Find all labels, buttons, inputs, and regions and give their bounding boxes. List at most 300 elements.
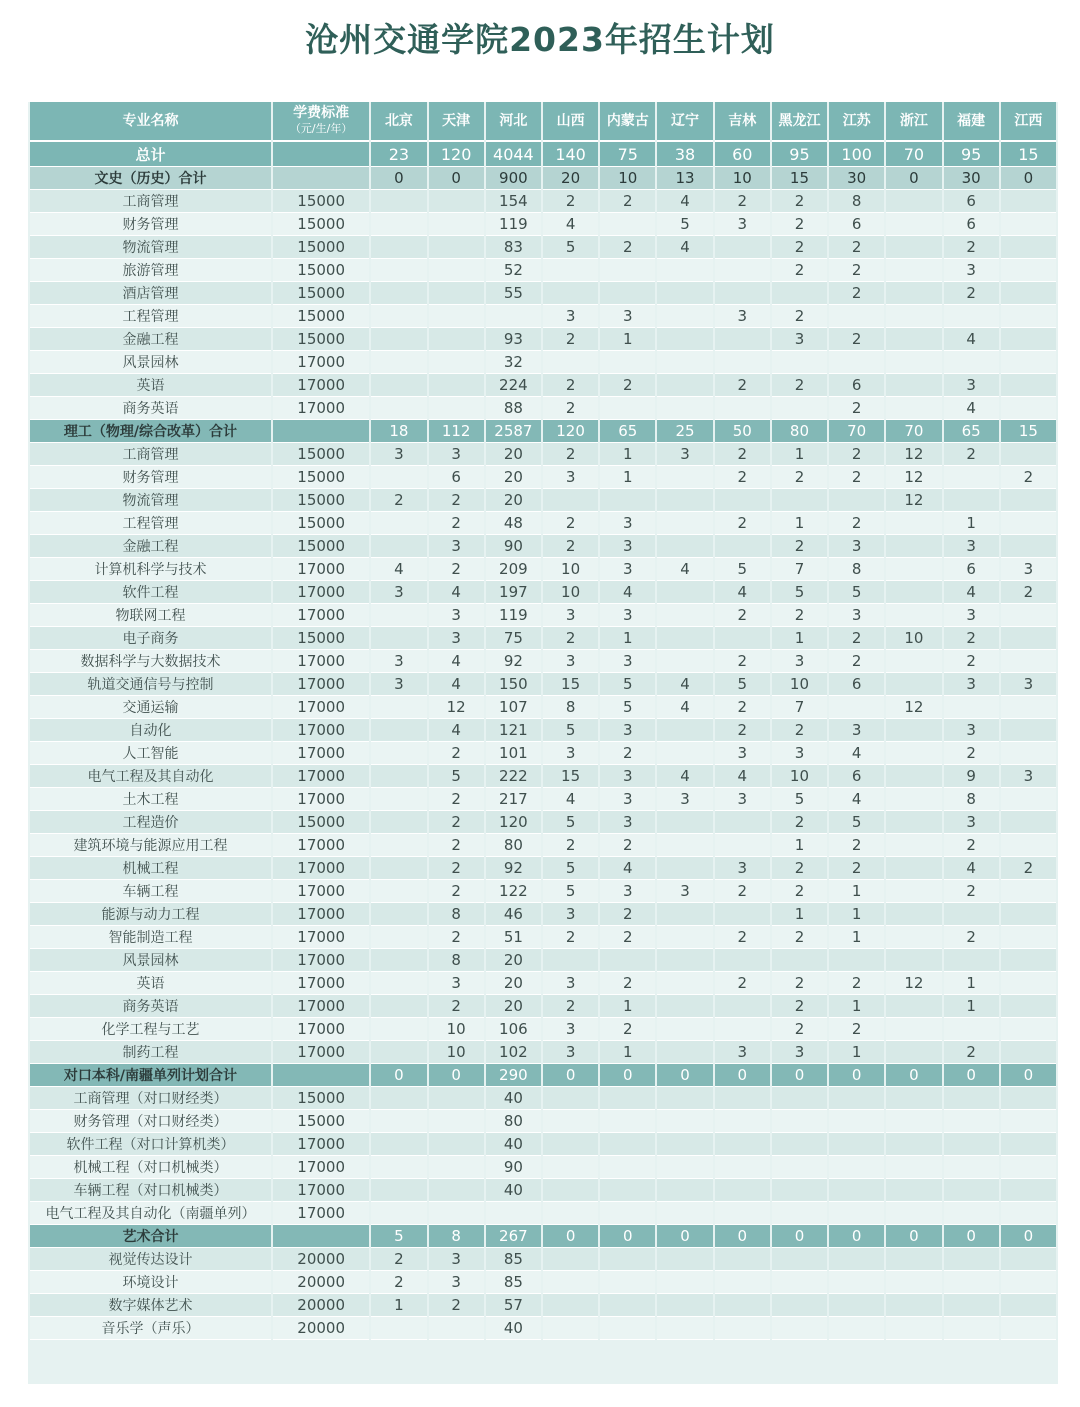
quota-cell: 3 (600, 765, 655, 788)
quota-cell: 2 (944, 650, 999, 673)
quota-cell (1001, 949, 1056, 972)
table-header (30, 102, 1056, 142)
quota-cell: 107 (486, 696, 541, 719)
quota-cell (371, 1018, 426, 1041)
table-row (30, 765, 1056, 788)
major-name-cell: 数字媒体艺术 (30, 1294, 271, 1317)
fee-cell: 17000 (273, 1156, 369, 1179)
quota-cell: 2 (429, 995, 484, 1018)
fee-cell: 17000 (273, 650, 369, 673)
quota-cell (543, 489, 598, 512)
quota-cell: 140 (543, 142, 598, 167)
quota-cell: 3 (600, 788, 655, 811)
fee-cell: 15000 (273, 190, 369, 213)
fee-cell: 20000 (273, 1271, 369, 1294)
quota-cell: 2587 (486, 420, 541, 443)
fee-cell: 15000 (273, 305, 369, 328)
quota-cell (886, 1133, 941, 1156)
quota-cell: 3 (600, 535, 655, 558)
quota-cell (944, 1202, 999, 1225)
quota-cell (829, 1317, 884, 1340)
quota-cell (371, 1156, 426, 1179)
quota-cell: 4 (600, 857, 655, 880)
quota-cell: 3 (429, 972, 484, 995)
fee-cell: 15000 (273, 1087, 369, 1110)
quota-cell (657, 857, 712, 880)
fee-cell: 17000 (273, 1041, 369, 1064)
quota-cell: 2 (944, 1041, 999, 1064)
fee-cell: 17000 (273, 673, 369, 696)
quota-cell (1001, 604, 1056, 627)
quota-cell: 2 (772, 811, 827, 834)
quota-cell: 3 (829, 535, 884, 558)
quota-cell: 3 (829, 604, 884, 627)
quota-cell: 1 (944, 995, 999, 1018)
quota-cell (886, 535, 941, 558)
fee-cell: 17000 (273, 1018, 369, 1041)
quota-cell (371, 328, 426, 351)
quota-cell: 2 (543, 834, 598, 857)
major-name-cell: 化学工程与工艺 (30, 1018, 271, 1041)
quota-cell: 2 (772, 374, 827, 397)
quota-cell: 20 (486, 949, 541, 972)
quota-cell (543, 1202, 598, 1225)
major-name-cell: 风景园林 (30, 351, 271, 374)
quota-cell (715, 811, 770, 834)
quota-cell (715, 259, 770, 282)
quota-cell (371, 259, 426, 282)
quota-cell: 92 (486, 857, 541, 880)
major-name-cell: 工程管理 (30, 305, 271, 328)
quota-cell (886, 949, 941, 972)
major-name-cell: 金融工程 (30, 535, 271, 558)
table-row (30, 1041, 1056, 1064)
table-row (30, 972, 1056, 995)
quota-cell: 121 (486, 719, 541, 742)
quota-cell: 0 (1001, 1225, 1056, 1248)
quota-cell: 90 (486, 535, 541, 558)
quota-cell: 6 (829, 673, 884, 696)
quota-cell (657, 972, 712, 995)
quota-cell: 2 (772, 972, 827, 995)
quota-cell (944, 351, 999, 374)
header-province: 河北 (486, 102, 541, 142)
quota-cell: 2 (829, 627, 884, 650)
quota-cell (715, 535, 770, 558)
quota-cell (829, 1271, 884, 1294)
quota-cell: 0 (429, 1064, 484, 1087)
quota-cell: 5 (543, 719, 598, 742)
quota-cell: 51 (486, 926, 541, 949)
quota-cell: 1 (829, 1041, 884, 1064)
quota-cell: 90 (486, 1156, 541, 1179)
quota-cell (657, 1018, 712, 1041)
table-row (30, 305, 1056, 328)
quota-cell: 3 (371, 650, 426, 673)
subtotal-row (30, 1064, 1056, 1087)
quota-cell (944, 1018, 999, 1041)
fee-cell: 17000 (273, 903, 369, 926)
quota-cell: 2 (772, 857, 827, 880)
quota-cell (657, 1179, 712, 1202)
quota-cell (543, 282, 598, 305)
quota-cell: 0 (657, 1225, 712, 1248)
quota-cell (371, 811, 426, 834)
quota-cell (657, 742, 712, 765)
quota-cell: 102 (486, 1041, 541, 1064)
header-province: 山西 (543, 102, 598, 142)
quota-cell (944, 1317, 999, 1340)
quota-cell (1001, 696, 1056, 719)
quota-cell: 2 (944, 742, 999, 765)
table-row (30, 236, 1056, 259)
major-name-cell: 工程管理 (30, 512, 271, 535)
table-row (30, 834, 1056, 857)
quota-cell (886, 857, 941, 880)
quota-cell: 4 (944, 581, 999, 604)
quota-cell (1001, 880, 1056, 903)
quota-cell: 2 (829, 1018, 884, 1041)
fee-cell: 15000 (273, 282, 369, 305)
quota-cell: 101 (486, 742, 541, 765)
quota-cell: 2 (715, 443, 770, 466)
quota-cell: 55 (486, 282, 541, 305)
quota-cell (371, 512, 426, 535)
quota-cell: 8 (429, 903, 484, 926)
table-row (30, 880, 1056, 903)
quota-cell (657, 1202, 712, 1225)
table-row (30, 1317, 1056, 1340)
quota-cell: 1 (829, 880, 884, 903)
quota-cell (944, 489, 999, 512)
quota-cell: 6 (944, 190, 999, 213)
quota-cell (600, 213, 655, 236)
quota-cell (1001, 1179, 1056, 1202)
quota-cell (657, 1294, 712, 1317)
quota-cell: 15 (543, 673, 598, 696)
quota-cell: 10 (715, 167, 770, 190)
quota-cell: 2 (829, 972, 884, 995)
quota-cell: 217 (486, 788, 541, 811)
header-fee-unit: （元/生/年） (289, 122, 353, 135)
quota-cell: 6 (829, 765, 884, 788)
quota-cell (772, 949, 827, 972)
header-province: 北京 (371, 102, 426, 142)
quota-cell (772, 351, 827, 374)
quota-cell: 0 (543, 1064, 598, 1087)
table-row (30, 1133, 1056, 1156)
quota-cell: 40 (486, 1087, 541, 1110)
quota-cell (657, 1087, 712, 1110)
quota-cell (886, 1179, 941, 1202)
quota-cell: 2 (600, 190, 655, 213)
quota-cell: 12 (886, 466, 941, 489)
quota-cell: 2 (772, 1018, 827, 1041)
quota-cell (657, 811, 712, 834)
quota-cell: 32 (486, 351, 541, 374)
quota-cell: 5 (600, 696, 655, 719)
quota-cell (657, 1156, 712, 1179)
table-row (30, 1202, 1056, 1225)
fee-cell (273, 167, 369, 190)
quota-cell (429, 1087, 484, 1110)
quota-cell: 3 (944, 259, 999, 282)
quota-cell: 0 (429, 167, 484, 190)
quota-cell: 2 (715, 190, 770, 213)
quota-cell (1001, 719, 1056, 742)
quota-cell (600, 1087, 655, 1110)
quota-cell: 20 (543, 167, 598, 190)
quota-cell: 900 (486, 167, 541, 190)
quota-cell: 12 (886, 972, 941, 995)
quota-cell: 3 (944, 673, 999, 696)
quota-cell (657, 259, 712, 282)
quota-cell (886, 558, 941, 581)
quota-cell: 10 (886, 627, 941, 650)
quota-cell: 80 (486, 834, 541, 857)
quota-cell (715, 1179, 770, 1202)
quota-cell (886, 512, 941, 535)
quota-cell (600, 351, 655, 374)
quota-cell: 4 (944, 857, 999, 880)
quota-cell: 3 (543, 1041, 598, 1064)
quota-cell: 93 (486, 328, 541, 351)
major-name-cell: 计算机科学与技术 (30, 558, 271, 581)
quota-cell: 60 (715, 142, 770, 167)
quota-cell: 0 (944, 1225, 999, 1248)
quota-cell (1001, 443, 1056, 466)
quota-cell (1001, 190, 1056, 213)
quota-cell: 3 (371, 673, 426, 696)
major-name-cell: 人工智能 (30, 742, 271, 765)
fee-cell: 20000 (273, 1248, 369, 1271)
quota-cell: 2 (543, 926, 598, 949)
table-row (30, 558, 1056, 581)
quota-cell (886, 1087, 941, 1110)
quota-cell: 3 (371, 581, 426, 604)
fee-cell: 15000 (273, 1110, 369, 1133)
quota-cell: 50 (715, 420, 770, 443)
quota-cell: 5 (543, 236, 598, 259)
fee-cell (273, 1225, 369, 1248)
quota-cell: 2 (772, 880, 827, 903)
quota-cell: 2 (543, 190, 598, 213)
quota-cell (1001, 397, 1056, 420)
quota-cell (715, 328, 770, 351)
quota-cell (657, 926, 712, 949)
quota-cell: 4 (657, 558, 712, 581)
quota-cell (829, 1294, 884, 1317)
table-row (30, 351, 1056, 374)
quota-cell: 3 (543, 466, 598, 489)
quota-cell: 1 (600, 328, 655, 351)
table-row (30, 650, 1056, 673)
quota-cell (886, 719, 941, 742)
quota-cell: 40 (486, 1317, 541, 1340)
quota-cell: 95 (772, 142, 827, 167)
quota-cell: 3 (1001, 673, 1056, 696)
quota-cell (543, 351, 598, 374)
major-name-cell: 物流管理 (30, 489, 271, 512)
major-name-cell: 音乐学（声乐） (30, 1317, 271, 1340)
quota-cell: 4 (829, 742, 884, 765)
quota-cell (1001, 1248, 1056, 1271)
quota-cell: 3 (657, 788, 712, 811)
table-row (30, 328, 1056, 351)
table-row (30, 1018, 1056, 1041)
quota-cell: 3 (543, 742, 598, 765)
quota-cell: 30 (829, 167, 884, 190)
quota-cell (371, 696, 426, 719)
quota-cell: 6 (429, 466, 484, 489)
major-name-cell: 旅游管理 (30, 259, 271, 282)
major-name-cell: 工程造价 (30, 811, 271, 834)
major-name-cell: 物流管理 (30, 236, 271, 259)
quota-cell (371, 351, 426, 374)
quota-cell (886, 259, 941, 282)
quota-cell (600, 259, 655, 282)
quota-cell: 0 (944, 1064, 999, 1087)
major-name-cell: 理工（物理/综合改革）合计 (30, 420, 271, 443)
quota-cell: 6 (829, 213, 884, 236)
quota-cell: 0 (657, 1064, 712, 1087)
fee-cell: 17000 (273, 558, 369, 581)
quota-cell (944, 1087, 999, 1110)
quota-cell: 2 (429, 512, 484, 535)
quota-cell: 2 (715, 972, 770, 995)
header-fee (273, 102, 369, 142)
quota-cell: 3 (715, 213, 770, 236)
quota-cell: 20 (486, 972, 541, 995)
quota-cell (772, 1317, 827, 1340)
quota-cell: 3 (371, 443, 426, 466)
quota-cell (543, 1271, 598, 1294)
quota-cell: 2 (715, 650, 770, 673)
quota-cell (715, 1018, 770, 1041)
quota-cell (1001, 788, 1056, 811)
quota-cell (1001, 213, 1056, 236)
quota-cell: 3 (429, 443, 484, 466)
major-name-cell: 能源与动力工程 (30, 903, 271, 926)
quota-cell: 18 (371, 420, 426, 443)
quota-cell (944, 696, 999, 719)
quota-cell (772, 1133, 827, 1156)
quota-cell (371, 397, 426, 420)
quota-cell (715, 1110, 770, 1133)
quota-cell (1001, 1156, 1056, 1179)
quota-cell: 8 (429, 949, 484, 972)
fee-cell: 17000 (273, 949, 369, 972)
quota-cell: 3 (600, 880, 655, 903)
quota-cell: 30 (944, 167, 999, 190)
quota-cell (371, 374, 426, 397)
quota-cell (1001, 305, 1056, 328)
header-major-name: 专业名称 (30, 102, 271, 142)
quota-cell: 10 (543, 558, 598, 581)
quota-cell: 4 (600, 581, 655, 604)
fee-cell: 17000 (273, 972, 369, 995)
quota-cell: 20 (486, 489, 541, 512)
quota-cell (772, 1271, 827, 1294)
quota-cell (429, 1156, 484, 1179)
quota-cell (1001, 742, 1056, 765)
quota-cell: 197 (486, 581, 541, 604)
grand-total-row (30, 142, 1056, 167)
quota-cell: 0 (715, 1064, 770, 1087)
fee-cell: 17000 (273, 742, 369, 765)
quota-cell: 7 (772, 558, 827, 581)
quota-cell: 0 (600, 1064, 655, 1087)
quota-cell (772, 1248, 827, 1271)
quota-cell (657, 949, 712, 972)
table-row (30, 213, 1056, 236)
table-row (30, 1248, 1056, 1271)
quota-cell (1001, 1133, 1056, 1156)
quota-cell (715, 351, 770, 374)
table-row (30, 604, 1056, 627)
fee-cell: 17000 (273, 880, 369, 903)
table-row (30, 1110, 1056, 1133)
fee-cell: 15000 (273, 259, 369, 282)
quota-cell (1001, 1271, 1056, 1294)
quota-cell (715, 1087, 770, 1110)
quota-cell: 2 (772, 604, 827, 627)
fee-cell: 15000 (273, 443, 369, 466)
quota-cell: 267 (486, 1225, 541, 1248)
major-name-cell: 工商管理 (30, 190, 271, 213)
quota-cell: 150 (486, 673, 541, 696)
quota-cell: 0 (829, 1225, 884, 1248)
quota-cell: 2 (715, 374, 770, 397)
quota-cell: 3 (715, 742, 770, 765)
quota-cell (886, 1041, 941, 1064)
quota-cell: 1 (600, 995, 655, 1018)
quota-cell: 2 (429, 489, 484, 512)
major-name-cell: 智能制造工程 (30, 926, 271, 949)
fee-cell: 17000 (273, 351, 369, 374)
quota-cell (772, 1202, 827, 1225)
quota-cell (429, 213, 484, 236)
quota-cell (829, 305, 884, 328)
quota-cell: 85 (486, 1248, 541, 1271)
quota-cell: 10 (772, 673, 827, 696)
table-row (30, 374, 1056, 397)
quota-cell: 4 (429, 719, 484, 742)
quota-cell: 2 (829, 834, 884, 857)
quota-cell (886, 581, 941, 604)
quota-cell (657, 374, 712, 397)
quota-cell: 119 (486, 604, 541, 627)
quota-cell: 70 (829, 420, 884, 443)
quota-cell: 3 (715, 788, 770, 811)
quota-cell: 52 (486, 259, 541, 282)
quota-cell (429, 1133, 484, 1156)
quota-cell (829, 351, 884, 374)
major-name-cell: 文史（历史）合计 (30, 167, 271, 190)
quota-cell (1001, 903, 1056, 926)
quota-cell (429, 1202, 484, 1225)
quota-cell (829, 489, 884, 512)
quota-cell: 15 (1001, 420, 1056, 443)
quota-cell (371, 857, 426, 880)
quota-cell (600, 1317, 655, 1340)
table-row (30, 696, 1056, 719)
quota-cell: 4 (657, 236, 712, 259)
table-row (30, 443, 1056, 466)
quota-cell: 4 (429, 673, 484, 696)
quota-cell: 4 (715, 765, 770, 788)
header-province: 江西 (1001, 102, 1056, 142)
